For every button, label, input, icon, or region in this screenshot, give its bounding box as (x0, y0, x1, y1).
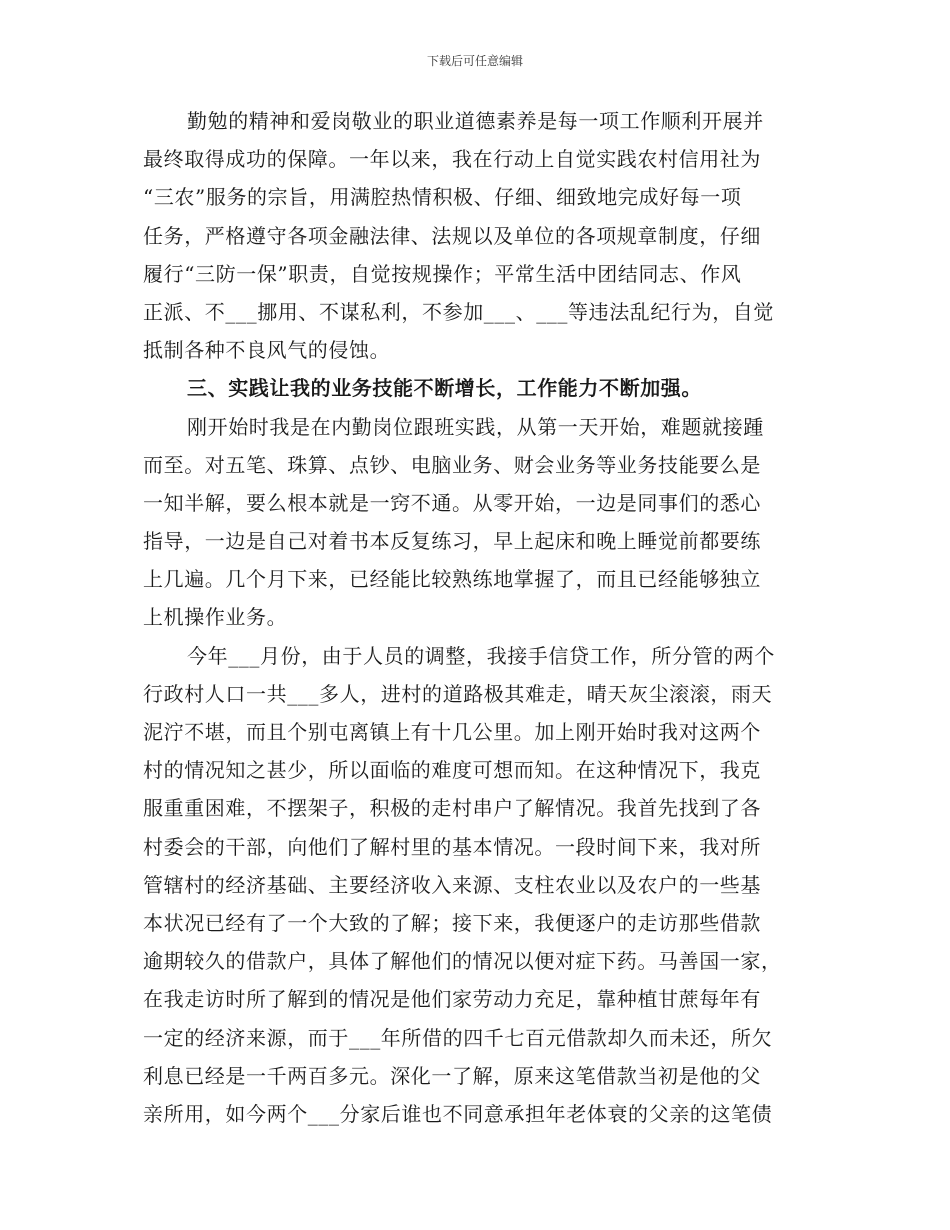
text-line: 勤勉的精神和爱岗敬业的职业道德素养是每一项工作顺利开展并 (187, 109, 764, 133)
text-line: 本状况已经有了一个大致的了解；接下来，我便逐户的走访那些借款 (143, 910, 761, 935)
text-line: 指导，一边是自己对着书本反复练习，早上起床和晚上睡觉前都要练 (143, 529, 761, 554)
text-line: 利息已经是一千两百多元。深化一了解，原来这笔借款当初是他的父 (143, 1063, 761, 1088)
text-line: 今年___月份，由于人员的调整，我接手信贷工作，所分管的两个 (187, 643, 775, 668)
text-line: 在我走访时所了解到的情况是他们家劳动力充足，靠种植甘蔗每年有 (143, 987, 761, 1012)
text-line: 上几遍。几个月下来，已经能比较熟练地掌握了，而且已经能够独立 (143, 567, 761, 592)
text-line: 抵制各种不良风气的侵蚀。 (143, 338, 391, 363)
text-line: 刚开始时我是在内勤岗位跟班实践，从第一天开始，难题就接踵 (187, 414, 764, 439)
page-header: 下载后可任意编辑 (426, 54, 523, 68)
text-line: 上机操作业务。 (143, 605, 288, 630)
text-line: 最终取得成功的保障。一年以来，我在行动上自觉实践农村信用社为 (143, 147, 761, 172)
text-line: 行政村人口一共___多人，进村的道路极其难走，晴天灰尘滚滚，雨天 (143, 681, 773, 706)
section-heading: 三、实践让我的业务技能不断增长，工作能力不断加强。 (187, 376, 702, 401)
text-line: 一定的经济来源，而于___年所借的四千七百元借款却久而未还，所欠 (143, 1025, 773, 1050)
text-line: 亲所用，如今两个___分家后谁也不同意承担年老体衰的父亲的这笔债 (143, 1101, 773, 1126)
text-line: 村委会的干部，向他们了解村里的基本情况。一段时间下来，我对所 (143, 834, 761, 859)
text-line: 正派、不___挪用、不谋私利，不参加___、___等违法乱纪行为，自觉 (143, 299, 774, 324)
text-line: 泥泞不堪，而且个别屯离镇上有十几公里。加上刚开始时我对这两个 (143, 720, 761, 744)
text-line: 村的情况知之甚少，所以面临的难度可想而知。在这种情况下，我克 (143, 758, 761, 783)
text-line: 而至。对五笔、珠算、点钞、电脑业务、财会业务等业务技能要么是 (143, 452, 761, 477)
text-line: 履行“三防一保”职责，自觉按规操作；平常生活中团结同志、作风 (143, 261, 742, 286)
text-line: 任务，严格遵守各项金融法律、法规以及单位的各项规章制度，仔细 (143, 223, 761, 248)
document-body (143, 102, 823, 1133)
text-line: 一知半解，要么根本就是一窍不通。从零开始，一边是同事们的悉心 (143, 490, 761, 515)
text-line: 服重重困难，不摆架子，积极的走村串户了解情况。我首先找到了各 (143, 796, 761, 821)
text-line: 逾期较久的借款户，具体了解他们的情况以便对症下药。马善国一家， (143, 949, 782, 974)
text-line: “三农”服务的宗旨，用满腔热情积极、仔细、细致地完成好每一项 (143, 185, 742, 210)
text-line: 管辖村的经济基础、主要经济收入来源、支柱农业以及农户的一些基 (143, 872, 761, 897)
